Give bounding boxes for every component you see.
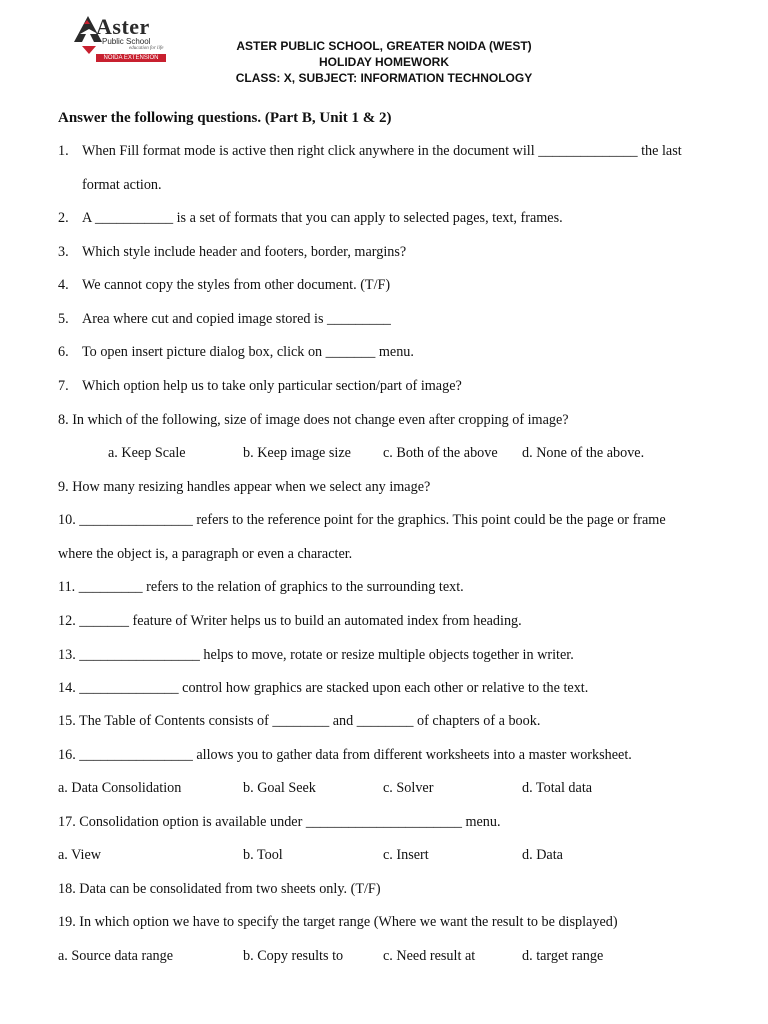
answer-option: a. Keep Scale xyxy=(108,445,186,461)
question-text xyxy=(58,478,430,496)
question-number: 7. xyxy=(58,378,69,394)
question-text: When Fill format mode is active then right click anywhere in the document will ______________ the last xyxy=(82,143,682,159)
question-number: 3. xyxy=(58,244,69,260)
question-number: 5. xyxy=(58,311,69,327)
answer-option: d. Data xyxy=(522,847,563,863)
question-text xyxy=(58,646,574,664)
question-text xyxy=(58,612,522,630)
question-text xyxy=(58,880,381,898)
question-text xyxy=(58,746,632,764)
question-text xyxy=(58,578,464,596)
question-number: 6. xyxy=(58,344,69,360)
answer-option: c. Both of the above xyxy=(383,445,498,461)
question-text xyxy=(58,679,588,697)
answer-option: c. Insert xyxy=(383,847,429,863)
question-text: Which style include header and footers, border, margins? xyxy=(82,244,407,260)
logo-subtitle: Public School xyxy=(102,37,151,46)
question-number: 1. xyxy=(58,143,69,159)
question-text xyxy=(58,511,666,529)
answer-option: d. None of the above. xyxy=(522,445,645,461)
question-number: 15. xyxy=(58,713,76,729)
question-text xyxy=(58,813,501,831)
question-number: 4. xyxy=(58,277,69,293)
question-body: Data can be consolidated from two sheets only. (T/F) xyxy=(75,881,381,897)
question-body: The Table of Contents consists of ________ and ________ of chapters of a book. xyxy=(75,713,541,729)
question-body: In which option we have to specify the target range (Where we want the result to be displayed) xyxy=(75,914,618,930)
question-body: Consolidation option is available under ______________________ menu. xyxy=(75,814,501,830)
question-text: To open insert picture dialog box, click on _______ menu. xyxy=(82,344,414,360)
question-number: 14. xyxy=(58,680,76,696)
logo-tagline: education for life xyxy=(129,46,164,51)
answer-option: a. Data Consolidation xyxy=(58,780,182,796)
logo-banner: NOIDA EXTENSION xyxy=(96,54,166,62)
question-number: 17. xyxy=(58,814,76,830)
question-number: 10. xyxy=(58,512,76,528)
question-number: 13. xyxy=(58,647,76,663)
question-text: where the object is, a paragraph or even a character. xyxy=(58,546,353,562)
answer-option: b. Keep image size xyxy=(243,445,351,461)
answer-option: a. Source data range xyxy=(58,948,174,964)
question-text: format action. xyxy=(82,177,162,193)
question-text xyxy=(58,411,569,429)
answer-option: d. Total data xyxy=(522,780,593,796)
question-body: _________ refers to the relation of graphics to the surrounding text. xyxy=(75,579,464,595)
logo-name: Aster xyxy=(96,14,150,39)
question-body: How many resizing handles appear when we select any image? xyxy=(68,479,431,495)
question-text: Area where cut and copied image stored is _________ xyxy=(82,311,391,327)
answer-option: c. Need result at xyxy=(383,948,476,964)
instructions-heading: Answer the following questions. (Part B, Unit 1 & 2) xyxy=(58,110,392,126)
school-name: ASTER PUBLIC SCHOOL, GREATER NOIDA (WEST) xyxy=(236,39,532,53)
answer-option: d. target range xyxy=(522,948,604,964)
question-number: 11. xyxy=(58,579,76,595)
question-body: _______ feature of Writer helps us to build an automated index from heading. xyxy=(75,613,522,629)
answer-option: b. Goal Seek xyxy=(243,780,316,796)
question-body: In which of the following, size of image does not change even after cropping of image? xyxy=(68,412,569,428)
question-body: ________________ allows you to gather data from different worksheets into a master worksheet. xyxy=(75,747,632,763)
answer-option: b. Copy results to xyxy=(243,948,344,964)
answer-option: a. View xyxy=(58,847,102,863)
question-number: 19. xyxy=(58,914,76,930)
answer-option: b. Tool xyxy=(243,847,283,863)
question-number: 12. xyxy=(58,613,76,629)
question-body: ________________ refers to the reference point for the graphics. This point could be the page or frame xyxy=(75,512,666,528)
question-text: A ___________ is a set of formats that you can apply to selected pages, text, frames. xyxy=(82,210,563,226)
question-text xyxy=(58,913,618,931)
question-number: 8. xyxy=(58,412,69,428)
question-body: ______________ control how graphics are stacked upon each other or relative to the text. xyxy=(75,680,589,696)
question-text xyxy=(58,712,540,730)
assignment-title: HOLIDAY HOMEWORK xyxy=(318,55,449,69)
question-number: 2. xyxy=(58,210,69,226)
question-text: We cannot copy the styles from other document. (T/F) xyxy=(82,277,391,293)
answer-option: c. Solver xyxy=(383,780,434,796)
class-subject: CLASS: X, SUBJECT: INFORMATION TECHNOLOGY xyxy=(235,71,533,85)
question-number: 9. xyxy=(58,479,69,495)
question-body: _________________ helps to move, rotate or resize multiple objects together in writer. xyxy=(75,647,574,663)
question-number: 16. xyxy=(58,747,76,763)
question-number: 18. xyxy=(58,881,76,897)
question-text: Which option help us to take only particular section/part of image? xyxy=(82,378,462,394)
